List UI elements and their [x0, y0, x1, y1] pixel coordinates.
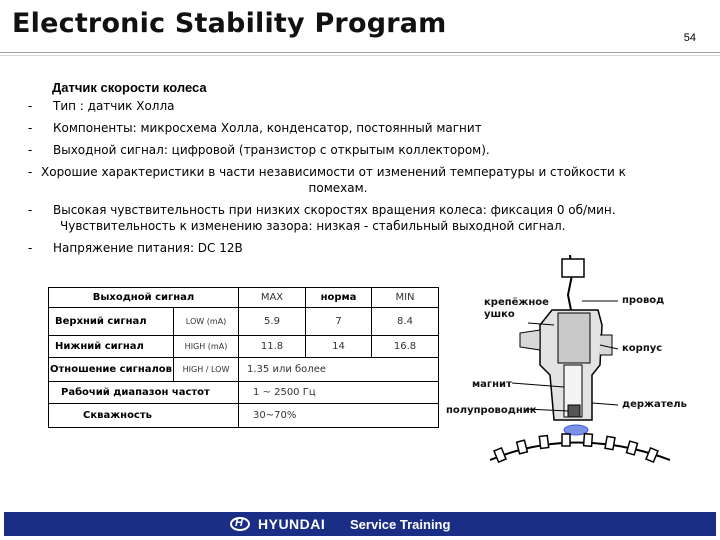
list-item: - Напряжение питания: DC 12В — [28, 241, 243, 255]
wire-end — [562, 259, 584, 277]
freq-label: Рабочий диапазон частот — [49, 382, 239, 404]
hyundai-logo-icon: H — [230, 517, 250, 531]
label-ear: крепёжное ушко — [484, 297, 549, 320]
title-divider-shadow — [0, 55, 720, 56]
table-row — [49, 404, 439, 428]
lower-max: 11.8 — [239, 336, 306, 358]
ratio-value: 1.35 или более — [239, 358, 439, 382]
table-row — [49, 358, 439, 382]
page-number: 54 — [683, 32, 696, 44]
list-item: - Тип : датчик Холла — [28, 99, 175, 113]
title-divider — [0, 52, 720, 53]
upper-max: 5.9 — [239, 308, 306, 336]
duty-label: Скважность — [49, 404, 239, 428]
label-semiconductor: полупроводник — [446, 405, 537, 416]
table-row — [49, 288, 439, 308]
feature-list — [28, 98, 688, 262]
hall-chip — [568, 405, 580, 417]
header-max: MAX — [239, 288, 306, 308]
ratio-unit: HIGH / LOW — [174, 358, 239, 382]
duty-value: 30~70% — [239, 404, 439, 428]
list-item: - Выходной сигнал: цифровой (транзистор с открытым коллектором). — [28, 143, 490, 157]
label-wire: провод — [622, 295, 665, 306]
list-item: - Высокая чувствительность при низких скоростях вращения колеса: фиксация 0 об/мин. Чувствительность к изменению зазора: низкая - стабильный выходной сигнал. — [28, 203, 616, 233]
mount-ear — [520, 330, 540, 350]
sensor-diagram — [440, 255, 720, 483]
lower-min: 16.8 — [372, 336, 439, 358]
table-row — [49, 336, 439, 358]
upper-unit: LOW (mA) — [174, 308, 239, 336]
lower-unit: HIGH (mA) — [174, 336, 239, 358]
list-item: - Компоненты: микросхема Холла, конденсатор, постоянный магнит — [28, 121, 482, 135]
footer-bar — [4, 512, 716, 536]
leader-holder — [592, 403, 618, 405]
table-row — [49, 382, 439, 404]
slide-title: Electronic Stability Program — [12, 8, 447, 39]
header-min: MIN — [372, 288, 439, 308]
housing-inner — [558, 313, 590, 363]
footer-brand: HYUNDAI — [258, 516, 326, 532]
spec-table — [48, 287, 439, 428]
freq-value: 1 ~ 2500 Гц — [239, 382, 439, 404]
ratio-label: Отношение сигналов — [49, 358, 174, 382]
label-holder: держатель — [622, 399, 687, 410]
section-title: Датчик скорости колеса — [52, 80, 207, 95]
lower-norm: 14 — [306, 336, 372, 358]
footer-suffix: Service Training — [350, 517, 451, 532]
label-housing: корпус — [622, 343, 663, 354]
gear-teeth — [494, 434, 658, 462]
header-norm: норма — [306, 288, 372, 308]
upper-norm: 7 — [306, 308, 372, 336]
table-row — [49, 308, 439, 336]
lower-label: Нижний сигнал — [49, 336, 174, 358]
list-item: - Хорошие характеристики в части независимости от изменений температуры и стойкости к помехам. — [28, 165, 626, 195]
header-output: Выходной сигнал — [49, 288, 239, 308]
upper-label: Верхний сигнал — [49, 308, 174, 336]
label-magnet: магнит — [472, 379, 512, 390]
upper-min: 8.4 — [372, 308, 439, 336]
